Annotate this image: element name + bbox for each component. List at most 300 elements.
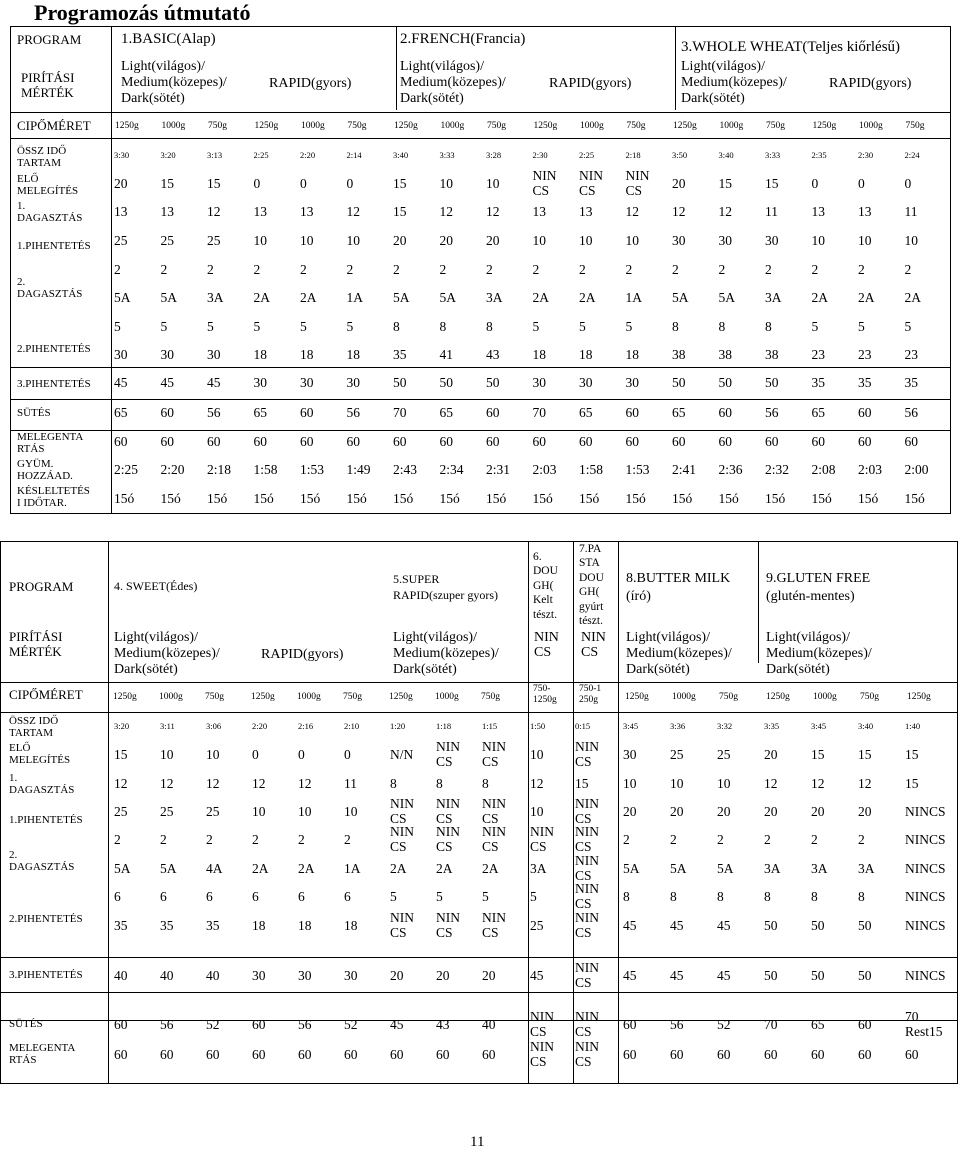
- table-cell: 41: [439, 347, 453, 362]
- table-cell: NINCS: [905, 889, 946, 904]
- table-cell: 30: [625, 375, 639, 390]
- size-cell: 750g: [487, 121, 506, 131]
- table-cell: 8: [672, 319, 679, 334]
- table-cell: 2:25: [114, 462, 139, 477]
- table-cell: 56: [904, 405, 918, 420]
- table-cell: 25: [160, 233, 174, 248]
- table-cell: 2A: [482, 861, 499, 876]
- table-cell: 70: [393, 405, 407, 420]
- table-cell: 23: [858, 347, 872, 362]
- table-cell: 20: [623, 804, 637, 819]
- table-cell: 3:11: [160, 721, 175, 731]
- table-cell: 10: [253, 233, 267, 248]
- table-cell: NIN CS: [575, 910, 599, 940]
- table-cell: 15ó: [439, 491, 460, 506]
- table-cell: 8: [811, 889, 818, 904]
- table-cell: 13: [253, 204, 267, 219]
- table-cell: 5: [904, 319, 912, 334]
- table-cell: 70: [764, 1017, 778, 1032]
- table-cell: 2:14: [346, 150, 362, 160]
- table-cell: 2A: [858, 290, 875, 305]
- table-cell: 8: [670, 889, 677, 904]
- table-cell: 5A: [114, 861, 131, 876]
- size-cell: 750g: [481, 692, 500, 702]
- table-cell: 8: [439, 319, 447, 334]
- table-cell: 4A: [206, 861, 223, 876]
- table-cell: NINCS: [905, 832, 946, 847]
- table-cell: 2A: [298, 861, 315, 876]
- table-cell: NIN CS: [575, 960, 599, 990]
- table-cell: 60: [346, 434, 360, 449]
- table-cell: 43: [486, 347, 500, 362]
- table-cell: NIN CS: [436, 739, 460, 769]
- table-cell: 12: [346, 204, 360, 219]
- table-cell: 10: [298, 804, 312, 819]
- table-cell: 60: [858, 1047, 872, 1062]
- table-cell: 50: [393, 375, 407, 390]
- table-cell: 15ó: [904, 491, 925, 506]
- size-cell: 1250g: [251, 692, 275, 702]
- table-cell: 60: [623, 1047, 637, 1062]
- row-label-total-time: ÖSSZ IDŐ TARTAM: [17, 145, 67, 170]
- table-cell: NINCS: [905, 804, 946, 819]
- table-cell: 15: [393, 204, 407, 219]
- table-cell: 3:40: [393, 150, 409, 160]
- size-cell-pasta: 750-1 250g: [579, 684, 602, 706]
- table-cell: 40: [206, 968, 220, 983]
- table-cell: 5: [579, 319, 586, 334]
- table-cell: 65: [253, 405, 267, 420]
- table-cell: 50: [439, 375, 453, 390]
- table-cell: 15: [718, 176, 732, 191]
- row-label-delay: KÉSLELTETÉS I IDŐTAR.: [17, 485, 90, 510]
- table-cell: 50: [764, 918, 778, 933]
- table-cell: 15ó: [811, 491, 832, 506]
- table-cell: 50: [765, 375, 779, 390]
- table-cell: 3:13: [207, 150, 223, 160]
- table-cell: 60: [625, 405, 639, 420]
- table-cell: 60: [672, 434, 686, 449]
- table-cell: 1:53: [625, 462, 650, 477]
- size-cell-dough: 750- 1250g: [533, 684, 557, 706]
- size-cell: 1250g: [113, 692, 137, 702]
- table-cell: 6: [114, 889, 121, 904]
- table-cell: 25: [670, 747, 684, 762]
- table-cell: 10: [530, 747, 544, 762]
- row-label-rise3-2: 3.PIHENTETÉS: [9, 969, 83, 981]
- table-cell: NIN CS: [482, 739, 506, 769]
- table-cell: 2: [114, 262, 121, 277]
- table-cell: 60: [579, 434, 593, 449]
- table-cell: 13: [579, 204, 593, 219]
- table-cell: 3A: [486, 290, 503, 305]
- table-cell: 2:30: [858, 150, 874, 160]
- table-cell: 15ó: [486, 491, 507, 506]
- table-cell: 3A: [811, 861, 828, 876]
- row-label-preheat-2: ELŐ MELEGÍTÉS: [9, 742, 71, 767]
- table-cell: 11: [765, 204, 778, 219]
- table-cell: 1A: [344, 861, 361, 876]
- size-cell: 1250g: [812, 121, 837, 131]
- table-cell: 45: [530, 968, 544, 983]
- table-cell: 70: [532, 405, 546, 420]
- table-cell: 0: [300, 176, 307, 191]
- table-cell: 3A: [858, 861, 875, 876]
- table-cell: 60: [206, 1047, 220, 1062]
- table-cell: 0: [252, 747, 259, 762]
- table-cell: 2: [623, 832, 630, 847]
- table-cell: NIN CS: [390, 824, 414, 854]
- table-cell: N/N: [390, 747, 414, 762]
- table-cell: 2A: [252, 861, 269, 876]
- table-cell: 60: [160, 405, 174, 420]
- table-cell: 60: [858, 1017, 872, 1032]
- table-cell: 3:32: [717, 721, 733, 731]
- table-cell: 0: [298, 747, 305, 762]
- table-cell: 10: [346, 233, 360, 248]
- row-label-keep-warm-2: MELEGENTA RTÁS: [9, 1042, 76, 1067]
- row-label-knead1: 1. DAGASZTÁS: [17, 200, 83, 225]
- table-cell: 2:25: [579, 150, 595, 160]
- table-cell: 15ó: [114, 491, 135, 506]
- size-cell: 1250g: [533, 121, 558, 131]
- table-cell: 8: [765, 319, 772, 334]
- table-cell: 35: [858, 375, 872, 390]
- table-cell: 1:50: [530, 721, 546, 731]
- table-cell: 12: [858, 776, 872, 791]
- table-cell: 5: [811, 319, 819, 334]
- table-cell: 60: [390, 1047, 404, 1062]
- table-cell: 35: [114, 918, 128, 933]
- table-cell: 45: [670, 968, 684, 983]
- table-cell: 15ó: [765, 491, 786, 506]
- table-cell: 5: [530, 889, 537, 904]
- table-cell: 13: [858, 204, 872, 219]
- table-cell: 2: [672, 262, 679, 277]
- table-cell: 2: [160, 832, 167, 847]
- table-cell: NIN CS: [575, 739, 599, 769]
- table-cell: 2:32: [765, 462, 790, 477]
- table-cell: 20: [811, 804, 825, 819]
- table-cell: 35: [811, 375, 825, 390]
- table-cell: 12: [207, 204, 221, 219]
- program-basic: 1.BASIC(Alap): [121, 31, 216, 47]
- table-cell: 2: [670, 832, 677, 847]
- table-cell: 2: [765, 262, 772, 277]
- table-cell: 50: [858, 968, 872, 983]
- table-cell: 1:18: [436, 721, 452, 731]
- table-cell: 5: [114, 319, 121, 334]
- table-cell: 20: [670, 804, 684, 819]
- table-cell: 10: [252, 804, 266, 819]
- table-cell: 60: [298, 1047, 312, 1062]
- table-cell: 5: [390, 889, 397, 904]
- program-header-2: PROGRAM: [9, 579, 74, 594]
- program-table-1: [10, 26, 951, 514]
- size-cell: 1000g: [161, 121, 186, 131]
- row-label-rise1: 1.PIHENTETÉS: [17, 240, 91, 252]
- size-cell: 750g: [766, 121, 785, 131]
- table-cell: 12: [811, 776, 825, 791]
- table-cell: 18: [252, 918, 266, 933]
- table-cell: 15ó: [625, 491, 646, 506]
- browning-options-sweet: Light(világos)/ Medium(közepes)/ Dark(sötét): [114, 630, 220, 678]
- size-cell: 1250g: [394, 121, 418, 131]
- table-cell: 8: [436, 776, 443, 791]
- size-cell: 1250g: [389, 692, 413, 702]
- size-cell: 1000g: [813, 692, 837, 702]
- table-cell: 18: [532, 347, 546, 362]
- table-cell: 2: [298, 832, 305, 847]
- program-gluten-free: 9.GLUTEN FREE (glutén-mentes): [766, 571, 871, 604]
- table-cell: 10: [439, 176, 453, 191]
- table-cell: 2:00: [904, 462, 929, 477]
- table-cell: 15ó: [300, 491, 321, 506]
- table-cell: 60: [858, 405, 872, 420]
- table-cell: 2:18: [207, 462, 232, 477]
- size-cell: 750g: [626, 121, 646, 131]
- table-cell: 60: [905, 1047, 919, 1062]
- table-cell: 20: [858, 804, 872, 819]
- table-cell: 56: [207, 405, 221, 420]
- table-cell: 20: [436, 968, 450, 983]
- table-cell: 30: [672, 233, 686, 248]
- table-cell: 12: [486, 204, 500, 219]
- table-cell: 2:18: [625, 150, 641, 160]
- table-cell: 30: [160, 347, 174, 362]
- table-cell: 5A: [717, 861, 734, 876]
- table-cell: 60: [114, 1017, 128, 1032]
- table-cell: 6: [344, 889, 351, 904]
- table-cell: 11: [904, 204, 918, 219]
- table-cell: 2A: [436, 861, 453, 876]
- table-cell: 60: [439, 434, 453, 449]
- table-cell: 13: [532, 204, 546, 219]
- table-cell: 0: [858, 176, 865, 191]
- table-cell: 50: [672, 375, 686, 390]
- table-cell: 2: [718, 262, 726, 277]
- table-cell: 8: [764, 889, 771, 904]
- table-cell: 2:20: [300, 150, 316, 160]
- table-cell: 60: [300, 405, 314, 420]
- table-cell: NIN CS: [575, 824, 599, 854]
- table-cell: 2:36: [718, 462, 743, 477]
- size-cell: 750g: [905, 121, 925, 131]
- table-cell: 10: [623, 776, 637, 791]
- table-cell: 3:20: [160, 150, 176, 160]
- table-cell: 10: [206, 747, 220, 762]
- table-cell: 2:10: [344, 721, 360, 731]
- table-cell: 2: [346, 262, 354, 277]
- table-cell: 25: [207, 233, 221, 248]
- table-cell: 3:40: [718, 150, 734, 160]
- table-cell: 10: [625, 233, 639, 248]
- table-cell: 18: [253, 347, 267, 362]
- table-cell: 10: [486, 176, 500, 191]
- table-cell: 2:08: [811, 462, 836, 477]
- program-sweet: 4. SWEET(Édes): [114, 579, 198, 593]
- table-cell: 30: [718, 233, 732, 248]
- row-label-knead2: 2. DAGASZTÁS: [17, 276, 83, 301]
- table-cell: 10: [717, 776, 731, 791]
- table-cell: 2:34: [439, 462, 464, 477]
- table-cell: 3A: [764, 861, 781, 876]
- table-cell: 2:20: [160, 462, 185, 477]
- table-cell: 12: [439, 204, 453, 219]
- size-cell: 1250g: [673, 121, 697, 131]
- table-cell: 2:24: [904, 150, 920, 160]
- table-cell: 5: [253, 319, 261, 334]
- size-header: CIPŐMÉRET: [17, 118, 91, 133]
- table-cell: 60: [252, 1017, 266, 1032]
- table-cell: 15ó: [160, 491, 181, 506]
- rapid-french: RAPID(gyors): [549, 76, 632, 91]
- browning-options-butter: Light(világos)/ Medium(közepes)/ Dark(sötét): [626, 630, 732, 678]
- table-cell: 2A: [811, 290, 828, 305]
- table-cell: 60: [436, 1047, 450, 1062]
- table-cell: 60: [532, 434, 546, 449]
- table-cell: 3:50: [672, 150, 688, 160]
- table-cell: 2: [114, 832, 121, 847]
- size-cell: 1000g: [297, 692, 321, 702]
- table-cell: 2A: [300, 290, 317, 305]
- table-cell: 2:25: [253, 150, 269, 160]
- browning-options-whole: Light(világos)/ Medium(közepes)/ Dark(sötét): [681, 59, 787, 107]
- table-cell: 25: [530, 918, 544, 933]
- table-cell: 6: [252, 889, 259, 904]
- table-cell: 2: [160, 262, 168, 277]
- table-cell: 50: [486, 375, 500, 390]
- table-cell: 20: [393, 233, 407, 248]
- table-cell: 5: [625, 319, 633, 334]
- table-cell: 25: [114, 233, 128, 248]
- table-cell: 45: [623, 968, 637, 983]
- table-cell: 20: [764, 804, 778, 819]
- table-cell: NIN CS: [575, 853, 599, 883]
- size-cell: 1250g: [254, 121, 279, 131]
- size-cell: 1000g: [435, 692, 459, 702]
- table-cell: 38: [672, 347, 686, 362]
- table-cell: 15ó: [858, 491, 879, 506]
- table-cell: 12: [718, 204, 732, 219]
- row-label-ready: GYÜM. HOZZÁAD.: [17, 458, 73, 483]
- table-cell: 1:58: [253, 462, 278, 477]
- program-buttermilk: 8.BUTTER MILK (író): [626, 571, 731, 604]
- table-cell: 5: [482, 889, 489, 904]
- table-cell: 5A: [393, 290, 410, 305]
- table-cell: 30: [623, 747, 637, 762]
- table-cell: 3:40: [858, 721, 874, 731]
- table-cell: 45: [114, 375, 128, 390]
- table-cell: 15ó: [579, 491, 600, 506]
- table-cell: 40: [114, 968, 128, 983]
- table-cell: 45: [717, 968, 731, 983]
- table-cell: NIN CS: [436, 796, 460, 826]
- table-cell: 15: [393, 176, 407, 191]
- page-title: Programozás útmutató: [34, 0, 251, 25]
- table-cell: 60: [482, 1047, 496, 1062]
- table-cell: 45: [160, 375, 174, 390]
- table-cell: 12: [160, 776, 174, 791]
- table-cell: 6: [206, 889, 213, 904]
- table-cell: 60: [811, 1047, 825, 1062]
- table-cell: 8: [858, 889, 865, 904]
- table-cell: 60: [718, 434, 732, 449]
- size-cell: 750g: [347, 121, 367, 131]
- size-cell: 1000g: [859, 121, 883, 131]
- table-cell: 70 Rest15: [905, 1009, 943, 1039]
- table-cell: 15: [207, 176, 221, 191]
- table-cell: 12: [252, 776, 266, 791]
- table-cell: 30: [300, 375, 314, 390]
- table-cell: 0: [253, 176, 261, 191]
- table-cell: 1:20: [390, 721, 406, 731]
- row-label-rise3: 3.PIHENTETÉS: [17, 378, 91, 390]
- browning-header: PIRÍTÁSI MÉRTÉK: [21, 70, 75, 100]
- table-cell: 5A: [160, 290, 177, 305]
- table-cell: 3A: [530, 861, 547, 876]
- table-cell: 3:35: [764, 721, 780, 731]
- table-cell: NIN CS: [575, 1039, 599, 1069]
- size-cell: 1000g: [301, 121, 325, 131]
- table-cell: 1:53: [300, 462, 325, 477]
- table-cell: NIN CS: [530, 1039, 554, 1069]
- table-cell: 15ó: [532, 491, 553, 506]
- table-cell: 5: [160, 319, 168, 334]
- table-cell: 50: [718, 375, 732, 390]
- table-cell: 2:20: [252, 721, 268, 731]
- table-cell: 45: [207, 375, 221, 390]
- table-cell: 60: [253, 434, 267, 449]
- row-label-keep-warm: MELEGENTA RTÁS: [17, 431, 84, 456]
- table-cell: 2A: [579, 290, 596, 305]
- table-cell: 52: [717, 1017, 731, 1032]
- table-cell: 10: [811, 233, 825, 248]
- table-cell: 2: [858, 262, 865, 277]
- table-cell: 56: [670, 1017, 684, 1032]
- table-cell: 18: [625, 347, 639, 362]
- table-cell: 52: [344, 1017, 358, 1032]
- table-cell: 8: [390, 776, 397, 791]
- table-cell: 60: [160, 1047, 174, 1062]
- table-cell: NIN CS: [436, 824, 460, 854]
- size-cell: 750g: [205, 692, 224, 702]
- table-cell: 20: [114, 176, 128, 191]
- table-cell: 60: [300, 434, 314, 449]
- table-cell: 43: [436, 1017, 450, 1032]
- table-cell: 8: [393, 319, 400, 334]
- pasta-nincs: NIN CS: [581, 630, 606, 661]
- table-cell: 5: [207, 319, 214, 334]
- table-cell: 8: [717, 889, 724, 904]
- table-cell: 15: [811, 747, 825, 762]
- table-cell: 15: [905, 776, 919, 791]
- table-cell: NIN CS: [625, 168, 650, 198]
- program-french: 2.FRENCH(Francia): [400, 31, 526, 47]
- table-cell: 8: [623, 889, 630, 904]
- table-cell: 12: [625, 204, 639, 219]
- table-cell: NINCS: [905, 968, 946, 983]
- table-cell: 18: [344, 918, 358, 933]
- table-cell: 20: [672, 176, 686, 191]
- table-cell: 45: [717, 918, 731, 933]
- table-cell: 60: [623, 1017, 637, 1032]
- table-cell: 5A: [623, 861, 640, 876]
- table-cell: 18: [300, 347, 314, 362]
- table-cell: 10: [670, 776, 684, 791]
- table-cell: 65: [672, 405, 686, 420]
- size-cell: 1000g: [580, 121, 604, 131]
